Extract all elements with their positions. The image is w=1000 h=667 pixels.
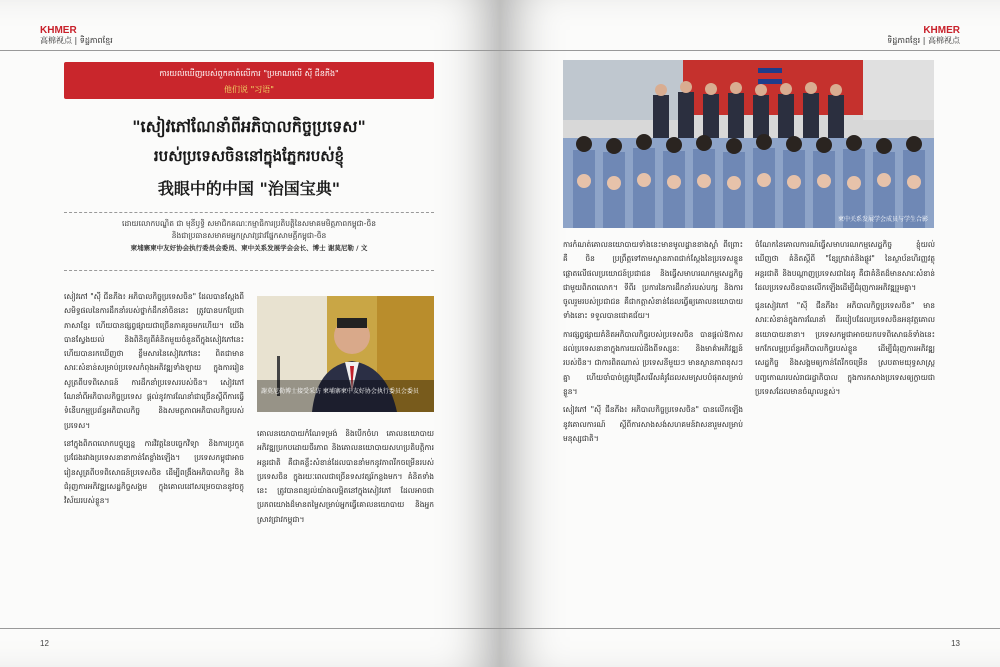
photo-caption: 謝莫尼勒博士接受采访 柬埔寨柬中友好协会执行委员会委员 [261,388,419,395]
paragraph: ការកំណត់គោលនយោបាយទាំងនេះមានមូលដ្ឋានខាងស្ដាំ ពីព្រោះ គឺ ចិន ប្រព្រឹត្តទៅតាមស្ថានភាពជាក់ស្ដែងនៃប្រទេសខ្លួន ផ្ដោតលើផលប្រយោជន៍ប្រជាជន និងធ្វើសមាហរណកម្មសេដ្ឋកិច្ចជាមួយពិភពលោក។ ទីពីរ ប្រការនៃការដឹកនាំរបស់បក្ស និងការចូលរួមរបស់ប្រជាជន គឺជាកត្តាសំខាន់ដែលធ្វើឲ្យគោលនយោបាយទាំងនោះ ទទួលបានជោគជ័យ។ [563,240,743,321]
photo-caption: 柬中关系发展学会成员与学生合影 [837,216,928,223]
right-header [887,26,960,46]
section-banner [64,62,434,99]
paragraph: ចំណែកនៃគោលការណ៍ធ្វើសមាហរណកម្មសេដ្ឋកិច្ច ខ្ញុំយល់ឃើញថា គំនិតស្ដីពី "ខ្សែក្រវាត់និងផ្លូវ" នៃស្ថាប័នហិរញ្ញវត្ថុអន្តរជាតិ និងបណ្ដាញប្រទេសជាដៃគូ គឺជាគំនិតដ៏មានសារៈសំខាន់ ដែលប្រទេសចិនបានលើកឡើងដើម្បីជំរុញការអភិវឌ្ឍរួមគ្នា។ [755,240,935,292]
page-number: 13 [951,639,960,648]
divider-bottom [64,270,434,271]
byline-khmer-2: និងជាប្រធានសមាគមអ្នកស្រាវជ្រាវផ្នែកសាមគ្គីកម្ពុជា-ចិន [171,231,327,240]
paragraph: សៀវភៅ "ស៊ី ជីនភីង៖ អភិបាលកិច្ចប្រទេសចិន" ដែលបានស្ដែងពីសមិទ្ធផលនៃការដឹកនាំរបស់ថ្នាក់ដឹកនាំចិននេះ ត្រូវបានបកប្រែជាភាសាខ្មែរ ហើយបានផ្សព្វផ្សាយជាច្រើនភាគរួចមកហើយ។ យើងបានស្វែងយល់ និងពិនិត្យពីគំនិតមួយចំនួនពីក្នុងសៀវភៅនេះ ហើយបានរកឃើញថា ខ្លឹមសារនៃសៀវភៅនេះ ពិតជាមានសារៈសំខាន់សម្រាប់ប្រទេសកំពុងអភិវឌ្ឍទាំងឡាយ ក្នុងការរៀនសូត្រពីបទពិសោធន៍ ការដឹកនាំប្រទេសរបស់ចិន។ សៀវភៅណែនាំពីអភិបាលកិច្ចប្រទេស ផ្ដល់នូវការណែនាំជាច្រើនស្ដីពីការធ្វើទំនើបកម្មប្រព័ន្ធអភិបាលកិច្ច និងសមត្ថភាពអភិបាលកិច្ចរបស់ប្រទេស។ [64,292,244,430]
paragraph: ជូនសៀវភៅ "ស៊ី ជីនភីង៖ អភិបាលកិច្ចប្រទេសចិន" មានសារៈសំខាន់ក្នុងការណែនាំ ពីរបៀបដែលប្រទេសចិនអនុវត្តគោលនយោបាយនានា។ ប្រទេសកម្ពុជាអាចយកបទពិសោធន៍ទាំងនេះ មកកែលម្អប្រព័ន្ធអភិបាលកិច្ចរបស់ខ្លួន ដើម្បីជំរុញការអភិវឌ្ឍសេដ្ឋកិច្ច និងសង្គមឲ្យកាន់តែរីកចម្រើន ស្របតាមយុទ្ធសាស្ត្របញ្ចកោណរបស់រាជរដ្ឋាភិបាល ក្នុងការកសាងប្រទេសឲ្យក្លាយជាប្រទេសដែលមានចំណូលខ្ពស់។ [755,301,935,396]
text-column-1 [563,238,743,623]
header-rule [0,50,500,51]
banner-khmer: ការយល់ឃើញរបស់ពួកគាត់លើការ "ប្រមាណលើ ស៊ី ជីនភីង" [159,69,339,78]
banner-chinese: 他们说 "习语" [224,85,274,94]
paragraph: គោលនយោបាយកំណែទម្រង់ និងបើកចំហ គោលនយោបាយអភិវឌ្ឍប្រកបដោយចីរភាព និងគោលនយោបាយសហប្រតិបត្តិការអន្តរជាតិ គឺជាគន្លឹះសំខាន់ដែលបាននាំមកនូវភាពរីកចម្រើនរបស់ប្រទេសចិន ក្នុងរយៈពេលជាច្រើនទសវត្សរ៍កន្លងមក។ គំនិតទាំងនេះ ត្រូវបានពន្យល់យ៉ាងលម្អិតនៅក្នុងសៀវភៅ ដែលអាចជាប្រភពយោងដ៏មានតម្លៃសម្រាប់អ្នកធ្វើគោលនយោបាយ និងអ្នកស្រាវជ្រាវកម្ពុជា។ [257,429,434,524]
footer-rule [0,628,500,629]
brand-logo: KHMER [923,25,960,36]
byline-chinese: 柬埔寨柬中友好协会执行委员会委员、柬中关系发展学会会长、博士 谢莫尼勒 / 文 [130,244,368,252]
header-rule [500,50,1000,51]
page-number: 12 [40,639,49,648]
footer-rule [500,628,1000,629]
paragraph: ការផ្សព្វផ្សាយគំនិតអភិបាលកិច្ចរបស់ប្រទេសចិន បានផ្ដល់ឱកាសដល់ប្រទេសនានាក្នុងការយល់ដឹងពីទស្សនៈ និងមាគ៌ាអភិវឌ្ឍន៍របស់ចិន។ ជាការពិតណាស់ ប្រទេសនីមួយៗ មានស្ថានភាពខុសៗគ្នា ហើយចាំបាច់ត្រូវជ្រើសរើសគំរូដែលសមស្របបំផុតសម្រាប់ខ្លួន។ [563,329,743,396]
header-subtitle: 高棉视点 | ទិដ្ឋភាពខ្មែរ [40,36,113,45]
article-title-line1: "សៀវភៅណែនាំពីអភិបាលកិច្ចប្រទេស" [132,117,366,136]
paragraph: សៀវភៅ "ស៊ី ជីនភីង៖ អភិបាលកិច្ចប្រទេសចិន" បានលើកឡើងនូវគោលការណ៍ ស្ដីពីការសាងសង់សហគមន៍វាសនារួមសម្រាប់មនុស្សជាតិ។ [563,405,743,443]
article-title-chinese: 我眼中的中国 "治国宝典" [157,179,341,198]
brand-logo: KHMER [40,25,77,36]
portrait-photo [257,296,434,412]
right-page [500,0,1000,667]
header-subtitle: ទិដ្ឋភាពខ្មែរ | 高棉视点 [887,36,960,45]
paragraph: នៅក្នុងពិភពលោកបច្ចុប្បន្ន ការវិវត្តនៃបច្ចេកវិទ្យា និងការប្រកួតប្រជែងរវាងប្រទេសនានាកាន់តែខ្លាំងឡើង។ ប្រទេសកម្ពុជាអាចរៀនសូត្រពីបទពិសោធន៍ប្រទេសចិន ដើម្បីពង្រឹងអភិបាលកិច្ច និងជំរុញការអភិវឌ្ឍសេដ្ឋកិច្ចសង្គម ក្នុងគោលដៅសម្រេចបាននូវចក្ខុវិស័យរបស់ខ្លួន។ [64,438,244,506]
group-photo-illustration [563,60,934,228]
text-column-2 [755,238,935,623]
left-header [40,26,113,46]
group-photo [563,60,934,228]
text-column-1 [64,290,244,620]
text-column-2 [257,427,434,622]
byline-khmer-1: ដោយលោកបណ្ឌិត ជា មុនីឫទ្ធិ សមាជិកគណៈកម្មាធិការប្រតិបត្តិនៃសមាគមមិត្តភាពកម្ពុជា-ចិន [121,219,377,228]
byline [64,218,434,254]
article-title-line2: របស់ប្រទេសចិននៅក្នុងភ្នែករបស់ខ្ញុំ [153,147,345,165]
divider-top [64,212,434,213]
